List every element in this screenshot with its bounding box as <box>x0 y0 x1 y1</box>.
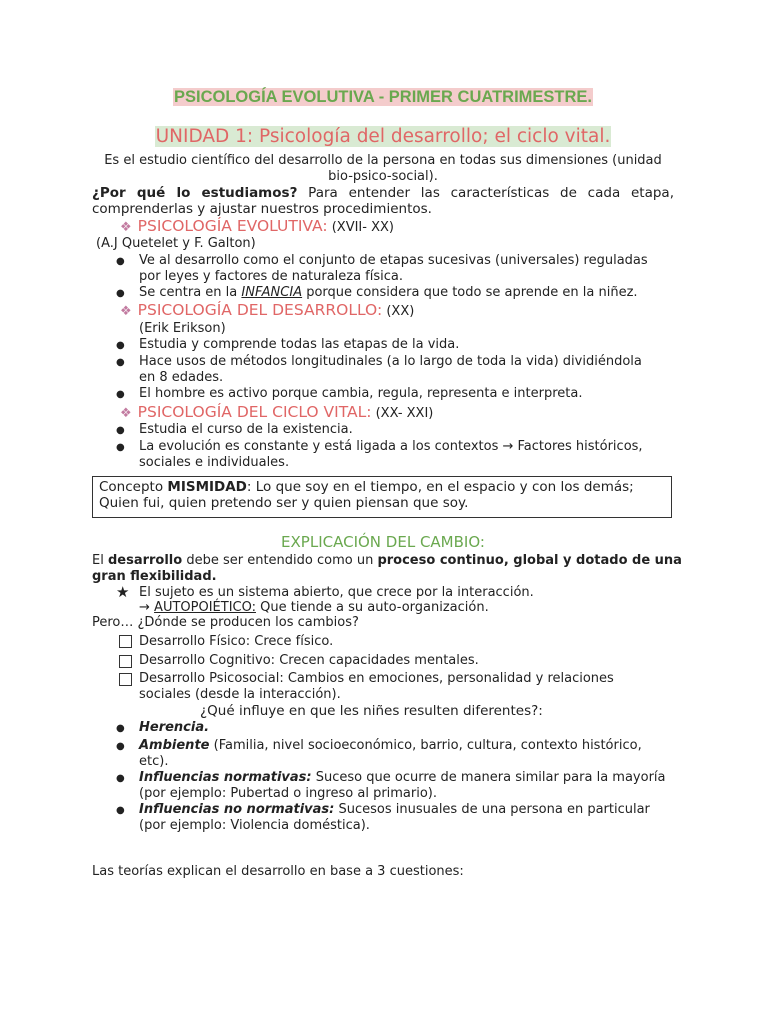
bullet-icon: ● <box>116 340 125 351</box>
change-type-psicosocial-line-1: Desarrollo Psicosocial: Cambios en emociones, personalidad y relaciones <box>139 671 614 686</box>
autopoietico-term: AUTOPOIÉTICO: <box>154 600 256 615</box>
period-text: (XX) <box>382 304 415 319</box>
unit-title <box>92 126 674 147</box>
period-text: (XX- XXI) <box>371 406 434 421</box>
text: Se centra en la <box>139 285 242 300</box>
author-desarrollo: (Erik Erikson) <box>139 321 226 336</box>
bullet-icon: ● <box>116 442 125 453</box>
no-normativas-term: Influencias no normativas: <box>139 802 335 817</box>
bullet-icon: ● <box>116 389 125 400</box>
heading-text: PSICOLOGÍA DEL CICLO VITAL: <box>137 403 372 421</box>
influence-no-normativas-line-1 <box>139 802 650 818</box>
text: Que tiende a su auto-organización. <box>255 600 489 615</box>
bullet-icon: ● <box>116 805 125 816</box>
autopoietico-line <box>139 600 489 616</box>
mismidad-line-1 <box>99 479 671 495</box>
bullet-icon: ● <box>116 357 125 368</box>
ciclo-bullet-2-line-2: sociales e individuales. <box>139 455 290 470</box>
bullet-icon: ● <box>116 773 125 784</box>
desarrollo-bullet-1: Estudia y comprende todas las etapas de la vida. <box>139 337 460 352</box>
text: El <box>92 553 108 568</box>
change-type-psicosocial-line-2: sociales (desde la interacción). <box>139 687 341 702</box>
change-type-cognitivo: Desarrollo Cognitivo: Crecen capacidades mentales. <box>139 653 479 668</box>
star-icon: ★ <box>116 583 130 601</box>
where-changes-question: Pero… ¿Dónde se producen los cambios? <box>92 615 359 630</box>
influence-no-normativas-line-2: (por ejemplo: Violencia doméstica). <box>139 818 370 833</box>
influence-normativas-line-2: (por ejemplo: Pubertad o ingreso al primario). <box>139 786 438 801</box>
proceso-term: proceso continuo, global y dotado de una <box>377 553 682 568</box>
change-paragraph-line-2: gran flexibilidad. <box>92 569 217 584</box>
influence-normativas-line-1 <box>139 770 666 786</box>
change-paragraph-line-1 <box>92 553 682 569</box>
evolutiva-bullet-1-line-1: Ve al desarrollo como el conjunto de etapas sucesivas (universales) reguladas <box>139 253 648 268</box>
change-heading: EXPLICACIÓN DEL CAMBIO: <box>281 533 485 551</box>
checkbox-icon <box>119 673 132 686</box>
evolutiva-bullet-2 <box>139 285 638 301</box>
unit-title-text: UNIDAD 1: Psicología del desarrollo; el ciclo vital. <box>155 126 611 147</box>
desarrollo-bullet-2-line-2: en 8 edades. <box>139 370 224 385</box>
arrow-right-icon: → <box>139 600 150 615</box>
section-heading-ciclo-vital <box>120 403 433 421</box>
mismidad-box <box>92 476 672 518</box>
why-study-line-2: comprenderlas y ajustar nuestros procedimientos. <box>92 201 432 217</box>
heading-text: PSICOLOGÍA DEL DESARROLLO: <box>137 301 383 319</box>
mismidad-term: MISMIDAD <box>167 479 247 495</box>
desarrollo-bullet-2-line-1: Hace usos de métodos longitudinales (a lo largo de toda la vida) dividiéndola <box>139 354 642 369</box>
bullet-icon: ● <box>116 741 125 752</box>
bullet-icon: ● <box>116 723 125 734</box>
ciclo-bullet-1: Estudia el curso de la existencia. <box>139 422 353 437</box>
desarrollo-bullet-3: El hombre es activo porque cambia, regula, representa e interpreta. <box>139 386 583 401</box>
diamond-bullet-icon: ❖ <box>120 304 132 319</box>
diamond-bullet-icon: ❖ <box>120 220 132 235</box>
ciclo-bullet-2-line-1: La evolución es constante y está ligada a los contextos → Factores históricos, <box>139 439 643 454</box>
why-study-answer: Para entender las características de cada etapa, <box>297 185 674 201</box>
period-text: (XVII- XX) <box>327 220 394 235</box>
bullet-icon: ● <box>116 256 125 267</box>
text: : Lo que soy en el tiempo, en el espacio y con los demás; <box>246 479 634 495</box>
ambiente-term: Ambiente <box>139 738 210 753</box>
text: debe ser entendido como un <box>182 553 378 568</box>
section-heading-evolutiva <box>120 217 394 235</box>
document-title <box>92 88 674 107</box>
text: porque considera que todo se aprende en la niñez. <box>302 285 638 300</box>
normativas-term: Influencias normativas: <box>139 770 312 785</box>
theories-intro: Las teorías explican el desarrollo en base a 3 cuestiones: <box>92 864 464 879</box>
change-type-fisico: Desarrollo Físico: Crece físico. <box>139 634 334 649</box>
why-study-question: ¿Por qué lo estudiamos? <box>92 185 298 201</box>
text: Concepto <box>99 479 168 495</box>
intro-line-2: bio-psico-social). <box>328 169 438 184</box>
bullet-icon: ● <box>116 425 125 436</box>
checkbox-icon <box>119 655 132 668</box>
text: Sucesos inusuales de una persona en particular <box>334 802 650 817</box>
influences-question: ¿Qué influye en que les niñes resulten diferentes?: <box>200 703 543 719</box>
section-heading-desarrollo <box>120 301 414 319</box>
infancia-emphasis: INFANCIA <box>241 285 303 300</box>
bullet-icon: ● <box>116 288 125 299</box>
influence-ambiente-line-1 <box>139 738 642 754</box>
text: Suceso que ocurre de manera similar para la mayoría <box>311 770 666 785</box>
authors-evolutiva: (A.J Quetelet y F. Galton) <box>96 236 256 251</box>
mismidad-line-2: Quien fui, quien pretendo ser y quien piensan que soy. <box>99 495 469 511</box>
influence-herencia: Herencia. <box>139 720 210 735</box>
intro-line-1: Es el estudio científico del desarrollo de la persona en todas sus dimensiones (unidad <box>104 153 662 168</box>
desarrollo-term: desarrollo <box>107 553 183 568</box>
checkbox-icon <box>119 635 132 648</box>
title-text: PSICOLOGÍA EVOLUTIVA - PRIMER CUATRIMESTRE. <box>173 88 592 106</box>
heading-text: PSICOLOGÍA EVOLUTIVA: <box>137 217 328 235</box>
influence-ambiente-line-2: etc). <box>139 754 169 769</box>
text: (Familia, nivel socioeconómico, barrio, cultura, contexto histórico, <box>209 738 642 753</box>
open-system-text: El sujeto es un sistema abierto, que crece por la interacción. <box>139 585 534 600</box>
evolutiva-bullet-1-line-2: por leyes y factores de naturaleza física. <box>139 269 404 284</box>
diamond-bullet-icon: ❖ <box>120 406 132 421</box>
why-study-line-1 <box>92 185 674 201</box>
